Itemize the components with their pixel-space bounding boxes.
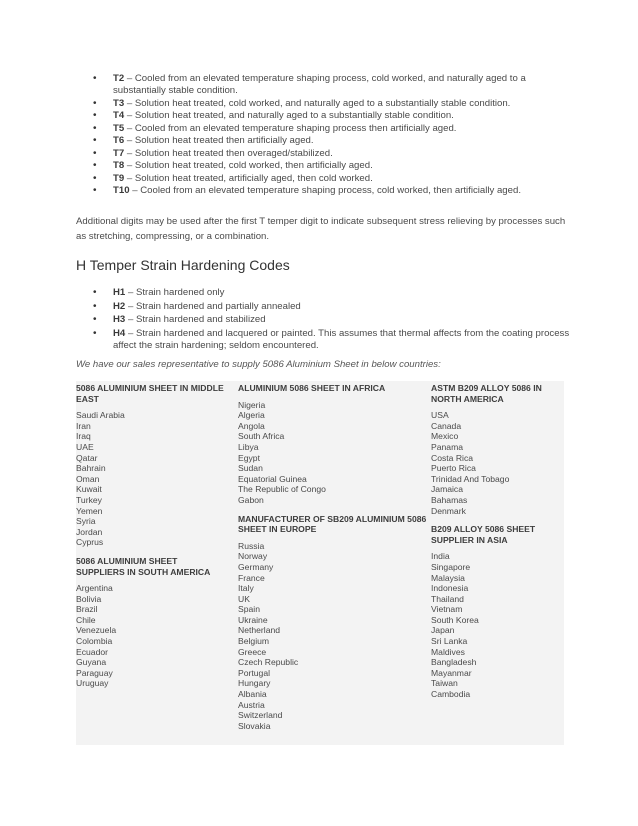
country-item: Equatorial Guinea: [238, 473, 307, 484]
list-item: [88, 185, 578, 197]
country-item: Puerto Rica: [431, 463, 476, 474]
country-item: Sudan: [238, 463, 263, 474]
temper-code: H4: [113, 327, 126, 339]
country-item: South Africa: [238, 431, 285, 442]
country-item: Bolivia: [76, 593, 102, 604]
country-item: Iraq: [76, 431, 91, 442]
temper-desc: – Solution heat treated, cold worked, and naturally aged to a substantially stable condition.: [126, 97, 511, 109]
country-item: Thailand: [431, 593, 464, 604]
country-item: Malaysia: [431, 572, 465, 583]
temper-code: T8: [113, 160, 125, 171]
country-item: Angola: [238, 420, 265, 431]
country-item: Albania: [238, 689, 267, 700]
country-item: Syria: [76, 516, 96, 527]
country-item: France: [238, 572, 265, 583]
country-item: Uruguay: [76, 678, 109, 689]
region-heading: ASTM B209 ALLOY 5086 IN NORTH AMERICA: [431, 383, 542, 404]
temper-desc: – Cooled from an elevated temperature shaping process then artificially aged.: [126, 122, 457, 134]
region-heading: MANUFACTURER OF SB209 ALUMINIUM 5086 SHEET IN EUROPE: [238, 513, 427, 535]
country-item: Spain: [238, 604, 260, 615]
list-item: [88, 173, 578, 185]
country-item: Germany: [238, 561, 274, 572]
country-item: Maldives: [431, 646, 465, 657]
country-item: Bahamas: [431, 494, 468, 505]
country-list: [431, 410, 561, 516]
country-item: Argentina: [76, 583, 113, 594]
country-item: Costa Rica: [431, 452, 474, 463]
country-item: Guyana: [76, 657, 107, 668]
country-item: Japan: [431, 625, 455, 636]
t-temper-list: [88, 73, 578, 198]
country-item: Taiwan: [431, 678, 458, 689]
country-item: Norway: [238, 551, 268, 562]
country-item: The Republic of Congo: [238, 484, 326, 495]
list-item: [88, 301, 578, 313]
table-column-2: [238, 383, 428, 739]
country-item: Belgium: [238, 636, 270, 647]
country-item: India: [431, 551, 450, 562]
country-item: Ukraine: [238, 614, 268, 625]
country-item: Hungary: [238, 678, 271, 689]
temper-code: T10: [113, 185, 130, 196]
country-item: Denmark: [431, 505, 466, 516]
country-item: UAE: [76, 441, 94, 452]
table-column-3: [431, 383, 561, 708]
temper-code: T3: [113, 97, 125, 109]
country-item: Greece: [238, 646, 267, 657]
temper-code: T9: [113, 172, 125, 184]
list-item: [88, 314, 578, 326]
temper-desc: – Solution heat treated, and naturally aged to a substantially stable condition.: [126, 110, 454, 121]
countries-intro: We have our sales representative to supply 5086 Aluminium Sheet in below countries:: [76, 359, 441, 370]
country-list: [431, 551, 561, 699]
country-item: Czech Republic: [238, 657, 299, 668]
country-item: Yemen: [76, 505, 103, 516]
temper-desc: – Strain hardened and partially annealed: [127, 300, 301, 312]
temper-desc: – Solution heat treated then artificially aged.: [126, 135, 314, 146]
country-item: Vietnam: [431, 604, 463, 615]
country-item: USA: [431, 410, 449, 421]
country-item: Mayanmar: [431, 667, 472, 678]
country-item: Turkey: [76, 494, 102, 505]
country-item: South Korea: [431, 614, 479, 625]
country-item: Algeria: [238, 410, 265, 421]
list-item: [88, 135, 578, 147]
section-title: H Temper Strain Hardening Codes: [76, 257, 290, 273]
region-heading: 5086 ALUMINIUM SHEET SUPPLIERS IN SOUTH AMERICA: [76, 555, 211, 577]
country-item: Indonesia: [431, 583, 469, 594]
country-item: Panama: [431, 441, 464, 452]
list-item: [88, 328, 578, 352]
temper-code: T7: [113, 147, 125, 159]
temper-code: H1: [113, 287, 126, 298]
country-item: Sri Lanka: [431, 636, 468, 647]
country-item: Cambodia: [431, 689, 471, 700]
temper-desc: – Strain hardened and stabilized: [127, 314, 266, 325]
country-item: Libya: [238, 441, 259, 452]
country-item: Canada: [431, 420, 462, 431]
country-item: Switzerland: [238, 710, 283, 721]
list-item: [88, 287, 578, 299]
temper-desc: – Strain hardened and lacquered or painted. This assumes that thermal affects from the coating process affect the strain hardening; seldom encountered.: [113, 327, 570, 351]
country-item: Egypt: [238, 452, 260, 463]
country-item: Trinidad And Tobago: [431, 473, 510, 484]
country-item: Ecuador: [76, 646, 109, 657]
temper-desc: – Solution heat treated then overaged/stabilized.: [126, 147, 333, 159]
countries-table: [76, 381, 564, 745]
country-item: Portugal: [238, 667, 271, 678]
country-item: Gabon: [238, 494, 264, 505]
country-item: Kuwait: [76, 484, 102, 495]
country-item: Paraguay: [76, 667, 113, 678]
temper-desc: – Cooled from an elevated temperature shaping process, cold worked, then artificially aged.: [132, 185, 521, 196]
country-item: Qatar: [76, 452, 98, 463]
country-item: Mexico: [431, 431, 459, 442]
country-item: Bahrain: [76, 463, 106, 474]
additional-note: Additional digits may be used after the first T temper digit to indicate subsequent stress relieving by processes such as stretching, compressing, or a combination.: [76, 216, 566, 242]
temper-code: T2: [113, 73, 125, 84]
country-item: Russia: [238, 540, 265, 551]
country-list: [76, 583, 228, 689]
country-item: Slovakia: [238, 720, 271, 731]
list-item: [88, 98, 578, 110]
country-item: Chile: [76, 614, 96, 625]
country-list: [238, 400, 428, 506]
country-item: Saudi Arabia: [76, 410, 125, 421]
region-heading: 5086 ALUMINIUM SHEET IN MIDDLE EAST: [76, 383, 224, 404]
country-item: Netherland: [238, 625, 281, 636]
country-list: [76, 410, 228, 548]
temper-code: T4: [113, 110, 125, 121]
country-item: Jordan: [76, 526, 103, 537]
temper-code: T6: [113, 135, 125, 146]
list-item: [88, 73, 578, 97]
region-heading: ALUMINIUM 5086 SHEET IN AFRICA: [238, 383, 386, 393]
temper-code: H2: [113, 300, 126, 312]
temper-code: T5: [113, 122, 125, 134]
country-item: Colombia: [76, 636, 113, 647]
temper-desc: – Cooled from an elevated temperature shaping process, cold worked, and naturally aged to a substantially stable condition.: [113, 73, 526, 96]
country-list: [238, 541, 428, 732]
temper-desc: – Solution heat treated, artificially aged, then cold worked.: [126, 172, 373, 184]
country-item: Singapore: [431, 561, 471, 572]
country-item: Jamaica: [431, 484, 463, 495]
country-item: Cyprus: [76, 537, 104, 548]
table-column-1: [76, 383, 228, 697]
list-item: [88, 123, 578, 135]
country-item: Italy: [238, 583, 254, 594]
temper-code: H3: [113, 314, 126, 325]
country-item: Oman: [76, 473, 100, 484]
list-item: [88, 160, 578, 172]
country-item: Nigeria: [238, 399, 266, 410]
h-temper-list: [88, 287, 578, 353]
country-item: UK: [238, 593, 250, 604]
temper-desc: – Strain hardened only: [127, 287, 225, 298]
country-item: Brazil: [76, 604, 98, 615]
country-item: Iran: [76, 420, 91, 431]
temper-desc: – Solution heat treated, cold worked, then artificially aged.: [126, 160, 373, 171]
list-item: [88, 148, 578, 160]
country-item: Venezuela: [76, 625, 117, 636]
list-item: [88, 110, 578, 122]
region-heading: B209 ALLOY 5086 SHEET SUPPLIER IN ASIA: [431, 524, 536, 545]
country-item: Austria: [238, 699, 265, 710]
country-item: Bangladesh: [431, 657, 477, 668]
